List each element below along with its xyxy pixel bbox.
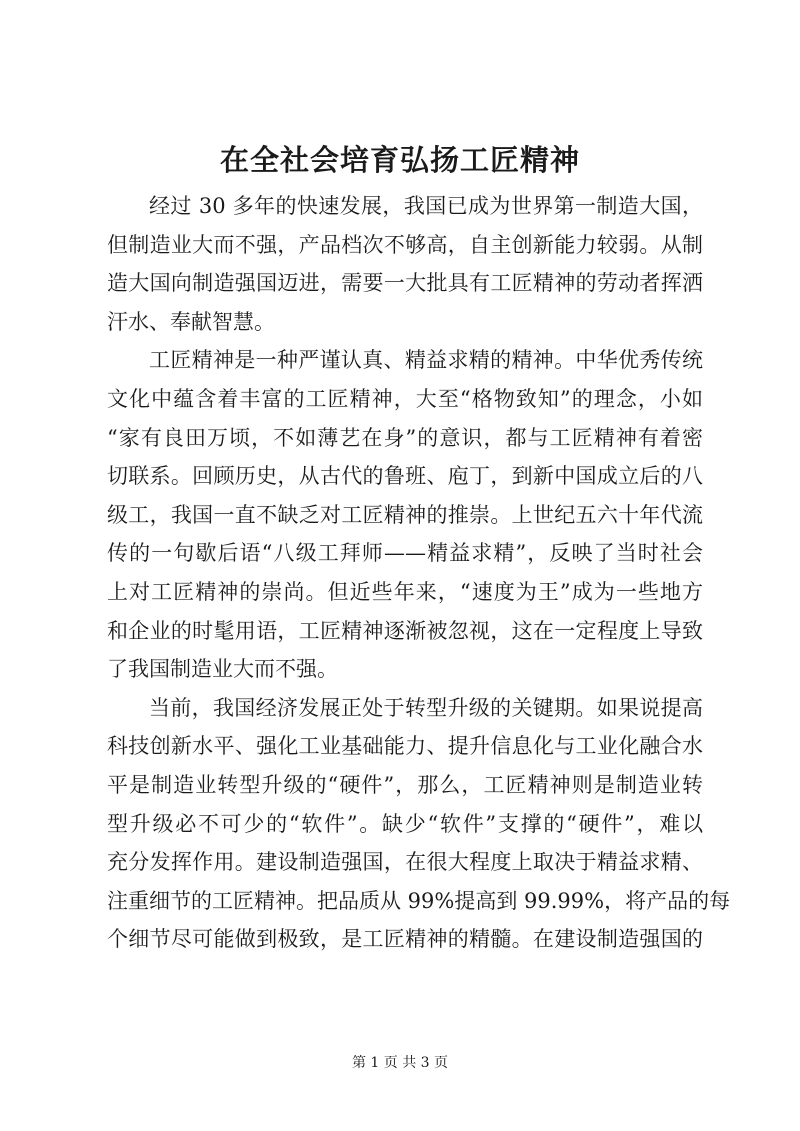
body-line: 注重细节的工匠精神。把品质从 99%提高到 99.99%，将产品的每 bbox=[107, 888, 731, 913]
body-line: 当前，我国经济发展正处于转型升级的关键期。如果说提高 bbox=[149, 695, 703, 720]
body-line: 造大国向制造强国迈进，需要一大批具有工匠精神的劳动者挥洒 bbox=[107, 271, 703, 296]
document-body bbox=[107, 187, 731, 959]
body-line: 平是制造业转型升级的“硬件”，那么，工匠精神则是制造业转 bbox=[107, 772, 703, 797]
body-line: 传的一句歇后语“八级工拜师——精益求精”，反映了当时社会 bbox=[107, 541, 703, 566]
body-line: 级工，我国一直不缺乏对工匠精神的推崇。上世纪五六十年代流 bbox=[107, 502, 703, 527]
body-line: 文化中蕴含着丰富的工匠精神，大至“格物致知”的理念，小如 bbox=[107, 386, 703, 411]
body-line: 个细节尽可能做到极致，是工匠精神的精髓。在建设制造强国的 bbox=[107, 927, 703, 952]
body-line: 工匠精神是一种严谨认真、精益求精的精神。中华优秀传统 bbox=[149, 348, 703, 373]
body-line: 但制造业大而不强，产品档次不够高，自主创新能力较弱。从制 bbox=[107, 232, 703, 257]
body-line: 和企业的时髦用语，工匠精神逐渐被忽视，这在一定程度上导致 bbox=[107, 618, 703, 643]
body-line: 经过 30 多年的快速发展，我国已成为世界第一制造大国， bbox=[149, 194, 703, 218]
page-footer: 第 1 页 共 3 页 bbox=[351, 1055, 449, 1071]
body-line: 汗水、奉献智慧。 bbox=[107, 309, 275, 334]
body-line: 切联系。回顾历史，从古代的鲁班、庖丁，到新中国成立后的八 bbox=[107, 464, 703, 489]
body-line: “家有良田万顷，不如薄艺在身”的意识，都与工匠精神有着密 bbox=[107, 425, 703, 450]
body-line: 上对工匠精神的崇尚。但近些年来，“速度为王”成为一些地方 bbox=[107, 579, 703, 604]
body-line: 了我国制造业大而不强。 bbox=[107, 657, 338, 682]
body-line: 充分发挥作用。建设制造强国，在很大程度上取决于精益求精、 bbox=[107, 850, 703, 875]
body-line: 科技创新水平、强化工业基础能力、提升信息化与工业化融合水 bbox=[107, 734, 703, 759]
document-title: 在全社会培育弘扬工匠精神 bbox=[219, 143, 580, 177]
body-line: 型升级必不可少的“软件”。缺少“软件”支撑的“硬件”，难以 bbox=[107, 811, 703, 836]
